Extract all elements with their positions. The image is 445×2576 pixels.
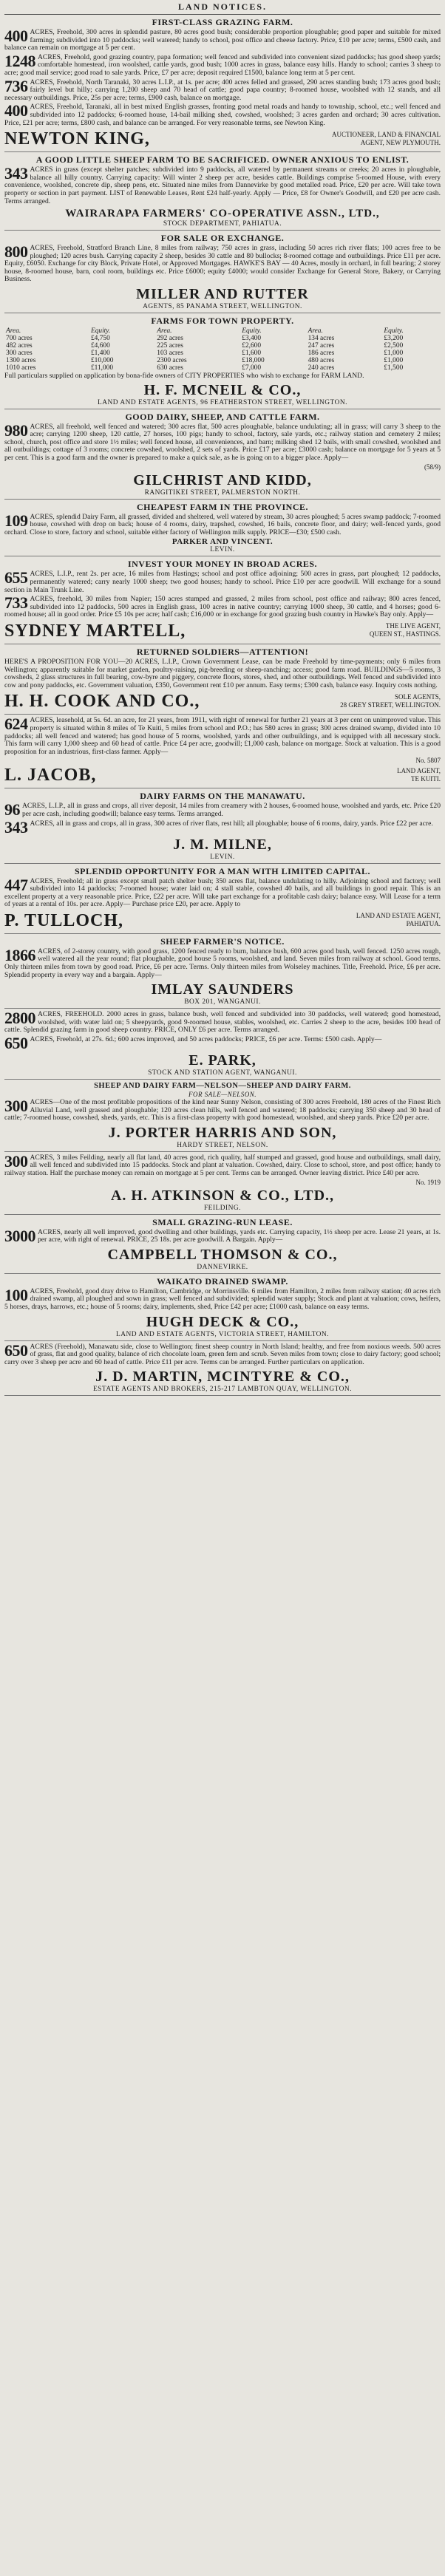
ad-small-grazing-run (4, 1215, 441, 1274)
table-cell: £4,750 (90, 335, 110, 343)
ad-text: ACRES, Freehold, Taranaki, all in best mixed English grasses, fronting good metal roads and handy to township, school, etc.; well fenced and subdivided into 12 paddocks; 6-roomed house, 14-bail milking shed, cowshed, woolshed; 3 acres garden and orchard; 30 acres cultivation. Price, £21 per acre; terms, £800 cash, and balance can be arranged. For very reasonable terms, see Newton King. (4, 103, 441, 127)
agent-address (370, 622, 441, 638)
agent-name: H. H. COOK AND CO., (4, 692, 200, 712)
ad-manawatu-dairy (4, 788, 441, 863)
agent-address: AGENTS, 85 PANAMA STREET, WELLINGTON. (143, 303, 302, 311)
ad-reference: No. 1919 (415, 1178, 441, 1186)
agent-line: LAND AGENT, (397, 766, 441, 774)
ad-text: ACRES, freehold, 30 miles from Napier; 150 acres stumped and grassed, 2 miles from school, post office and railway; 800 acres fenced, subdivided into 12 paddocks, 500 acres in English grass, 100 acres in native country; carrying 1000 sheep, 30 cattle, and 4 horses; good 6-roomed house; all in good order. Price £5 10s per acre; half cash; £16,000 or in exchange for good grazing bush country in Hawke's Bay only. Apply— (4, 595, 441, 619)
ad-body (4, 76, 441, 103)
acreage: 96 (4, 800, 20, 820)
ad-body (4, 29, 441, 52)
ad-text: ACRES, nearly all well improved, good dwelling and other buildings, yards etc. Carrying capacity, 1½ sheep per acre. Lease 21 years, at 1s. per acre, with right of renewal. PRICE, 25 18s. per acre goodwill. A Bargain. Apply— (38, 1227, 441, 1244)
ad-body (4, 875, 441, 909)
agent-name: WAIRARAPA FARMERS' CO-OPERATIVE ASSN., LTD., (65, 208, 380, 220)
agent-address (397, 767, 441, 783)
table-cell: £3,200 (384, 335, 404, 343)
ad-heading: CHEAPEST FARM IN THE PROVINCE. (136, 501, 309, 512)
agent-address: LEVIN. (210, 546, 235, 554)
masthead: LAND NOTICES. (4, 0, 441, 15)
ad-text: ACRES, Freehold; all in grass except small patch shelter bush; 350 acres flat, balance undulating to hilly. Adjoining school and factory; well subdivided into 14 paddocks; 7-roomed house; water laid on; 4 stall stable, cowshed 40 bails, and all buildings in good repair. This is an excellent property at a very reasonable price. Price, £22 per acre. Will take part exchange for a profitable cash dairy; balance easy. Will Lease for a term of years at a rental of 10s. per acre. Apply— Purchase price £20, per acre. Apply to (4, 876, 441, 909)
ad-heading: GOOD DAIRY, SHEEP, AND CATTLE FARM. (125, 411, 320, 422)
acreage: 650 (4, 1034, 28, 1053)
acreage: 736 (4, 76, 28, 95)
table-row (4, 342, 441, 350)
ad-text: ACRES—One of the most profitable propositions of the kind near Sunny Nelson, consisting of 300 acres Freehold, 180 acres of the Finest Rich Alluvial Land, well grassed and ploughable; 120 acres clean hills, well fenced and watered; 18 paddocks; carrying 350 sheep and 30 head of cattle; 7-roomed house, cowshed, sheds, yards, etc. This is a first-class property with good homestead, woolshed, and sheep yards. Price £20 per acre. (4, 1098, 441, 1122)
acreage: 300 (4, 1151, 28, 1171)
ad-heading: SMALL GRAZING-RUN LEASE. (152, 1216, 293, 1227)
agent-line: QUEEN ST., HASTINGS. (369, 630, 441, 638)
ad-body (4, 420, 441, 463)
ad-nelson-sheep-dairy (4, 1080, 441, 1152)
acreage: 109 (4, 511, 28, 530)
acreage: 400 (4, 101, 28, 120)
agent-name: J. D. MARTIN, MCINTYRE & CO., (95, 1369, 350, 1386)
ad-body (4, 1011, 441, 1035)
agent-name: HUGH DECK & CO., (146, 1313, 299, 1330)
ad-heading: INVEST YOUR MONEY IN BROAD ACRES. (127, 559, 318, 570)
acreage: 447 (4, 875, 28, 894)
agent-name: J. PORTER HARRIS AND SON, (108, 1124, 337, 1141)
agent-address: BOX 201, WANGANUI. (184, 998, 261, 1006)
acreage: 655 (4, 568, 28, 587)
ad-sheep-farmers-notice (4, 934, 441, 1009)
ad-body (4, 1285, 441, 1312)
agent-name: MILLER AND RUTTER (136, 286, 309, 303)
ad-reference: No. 5807 (415, 757, 441, 765)
agent-address: LEVIN. (210, 853, 235, 861)
ad-body (4, 103, 441, 127)
table-cell: £4,600 (90, 342, 110, 350)
agent-signature (4, 910, 441, 931)
table-cell: £3,400 (242, 335, 262, 343)
ad-text: ACRES, of 2-storey country, with good grass, 1200 fenced ready to burn, balance bush, 600 acres good bush, well fenced. 1250 acres rough, well watered all the year round; flat ploughable, good house 5 rooms, woolshed, and land. Seven miles from railway at school. Good terms. Only thirteen miles from town by good road. Price, £6 per acre. Terms. Only thirteen miles from Wolseley machines. Title, Freehold. Price, £6 per acre. Splendid property in every way and a bargain. Apply— (4, 947, 441, 979)
table-cell: 186 acres (308, 350, 335, 358)
table-row (4, 335, 441, 342)
ad-text: ACRES, Freehold, 300 acres in splendid pasture, 80 acres good bush; considerable proportion ploughable; good paper and suitable for mixed farming; subdivided into 10 paddocks; well watered; handy to school, post office and cheese factory. Price, £10 per acre; terms, £500 cash, and balance can remain on mortgage at 5 per cent. (4, 28, 441, 52)
ad-body (4, 511, 441, 537)
ad-body (4, 1340, 441, 1367)
table-cell: £7,000 (242, 364, 262, 372)
table-cell: £18,000 (242, 357, 265, 365)
agent-line: AGENT, NEW PLYMOUTH. (360, 138, 441, 146)
ad-heading: SPLENDID OPPORTUNITY FOR A MAN WITH LIMITED CAPITAL. (74, 865, 371, 876)
table-cell: £2,500 (384, 342, 404, 350)
ad-heading: A GOOD LITTLE SHEEP FARM TO BE SACRIFICED. OWNER ANXIOUS TO ENLIST. (35, 154, 410, 166)
column-header: Equity. (242, 327, 262, 335)
ad-text: ACRES, Freehold, North Taranaki, 30 acres L.I.P., at 1s. per acre; 400 acres felled and grassed, 290 acres standing bush; 173 acres good bush; fairly level but hilly; carrying 1,200 sheep and 70 head of cattle; good papa country; 8-roomed house, woolshed with 12 stands, and all necessary outbuildings. Price, 25s per acre; terms, £900 cash, balance on mortgage. (4, 78, 441, 102)
agent-address: RANGITIKEI STREET, PALMERSTON NORTH. (144, 488, 301, 497)
ad-limited-capital (4, 864, 441, 934)
ad-subheading: FOR SALE—NELSON. (188, 1091, 257, 1099)
ad-body (4, 800, 441, 820)
agent-line: AUCTIONEER, LAND & FINANCIAL (332, 130, 441, 138)
ad-text: ACRES, Freehold, good grazing country, papa formation; well fenced and subdivided into convenient sized paddocks; has good sheep yards; comfortable homestead, iron woolshed, cattle yards, good bush; 1000 acres in grass, balance easy hills. Handy to school; carries 3 sheep to acre; good mail service; good road to sale yards. Price, £7 per acre; deposit required £1500, balance long term at 5 per cent. (4, 52, 441, 77)
ad-heading: FOR SALE OR EXCHANGE. (160, 233, 285, 244)
agent-name: PARKER AND VINCENT. (171, 537, 274, 547)
agent-address: HARDY STREET, NELSON. (177, 1141, 268, 1149)
table-cell: 482 acres (6, 342, 33, 350)
table-cell: £10,000 (90, 357, 114, 365)
agent-address: STOCK AND STATION AGENT, WANGANUI. (148, 1069, 297, 1077)
agent-name: A. H. ATKINSON & CO., LTD., (110, 1187, 335, 1204)
ad-heading: RETURNED SOLDIERS—ATTENTION! (136, 646, 309, 657)
agent-address: ESTATE AGENTS AND BROKERS, 215-217 LAMBTON QUAY, WELLINGTON. (92, 1386, 353, 1394)
table-cell: 630 acres (157, 364, 183, 372)
agent-name: CAMPBELL THOMSON & CO., (107, 1246, 338, 1263)
table-cell: £1,000 (384, 350, 404, 358)
ad-heading: DAIRY FARMS ON THE MANAWATU. (140, 791, 305, 802)
table-cell: 2300 acres (157, 357, 187, 365)
table-row (4, 357, 441, 364)
ad-text: ACRES, L.I.P., rent 2s. per acre, 16 miles from Hastings; school and post office adjoining; 500 acres in grass, part ploughed; 12 paddocks, permanently watered; carry nearly 1000 sheep; two good houses; handy to school. Price £10 per acre goodwill. Will exchange for a sound section in Main Trunk Line. (4, 570, 441, 594)
acreage: 343 (4, 164, 28, 183)
table-cell: £2,600 (242, 342, 262, 350)
agent-line: PAHIATUA. (406, 920, 441, 928)
table-cell: £11,000 (90, 364, 114, 372)
ad-cheapest-farm (4, 500, 441, 557)
ad-sheep-farm-sacrifice (4, 152, 441, 231)
agent-name: E. PARK, (188, 1052, 257, 1069)
ad-text: ACRES, leasehold, at 5s. 6d. an acre, for 21 years, from 1911, with right of renewal for further 21 years at 3 per cent on unimproved value. This property is situated within 8 miles of Te Kuiti, 5 miles from school and P.O.; has 580 acres in grass; 300 acres drained swamp, divided into 10 paddocks; all well fenced and watered; has good house of 5 rooms, woolshed, yards and other outbuildings, and is equipped with all necessary stock. This farm will carry 1,000 sheep and 60 head of cattle. Price £4 per acre, goodwill; £1,000 cash, balance on mortgage. Stock at valuation. This is a good proposition for an industrious, first-class farmer. Apply— (4, 716, 441, 756)
ad-text: ACRES, Freehold, Stratford Branch Line, 8 miles from railway; 750 acres in grass, including 50 acres rich river flats; 100 acres free to be ploughed; 120 acres bush. Carrying capacity 2 sheep, besides 30 cattle and 80 bullocks; 8-roomed cottage and outbuildings. Price £11 per acre. Equity, £6050. Exchange for city Block, Private Hotel, or Approved Mortgages. HAWKE'S BAY — 40 Acres, mostly in orchard, in full bearing; 2 storey house, 8-roomed house, barn, cool room, buildings etc. Price £6000; equity £4000; would consider Exchange for General Store, Bakery, or Carrying Business. (4, 244, 441, 284)
ad-body (4, 945, 441, 979)
agent-name: GILCHRIST AND KIDD, (133, 471, 312, 488)
equity-table (4, 327, 441, 372)
agent-address (356, 912, 441, 928)
ad-text: ACRES, 3 miles Feilding, nearly all flat land, 40 acres good, rich quality, half stumped and grassed, good house and outbuildings, small dairy, all well fenced and subdivided into 15 paddocks. Stock and plant at valuation. Cowshed, dairy. Close to school, store, and post office; handy to railway station. Half the purchase money can remain on mortgage at 5 per cent. Terms can be arranged. Owner leaving district. Price £40 per acre. (4, 1153, 441, 1177)
ad-body (4, 51, 441, 78)
acreage: 1866 (4, 945, 35, 964)
acreage: 400 (4, 27, 28, 45)
ad-good-dairy-farm (4, 409, 441, 500)
ad-feilding-300 (4, 1152, 441, 1215)
acreage: 980 (4, 420, 28, 440)
column-header: Equity. (384, 327, 404, 335)
agent-signature (4, 128, 441, 149)
ad-text: ACRES, all in grass and crops, all in grass, 300 acres of river flats, rest hill; all ploughable; house of 6 rooms, dairy, yards. Price £22 per acre. (30, 819, 433, 828)
agent-line: SOLE AGENTS, (394, 692, 441, 701)
acreage: 300 (4, 1097, 28, 1116)
ad-text: ACRES, L.I.P., all in grass and crops, all river deposit, 14 miles from creamery with 2 houses, 6-roomed house, woolshed and yards, etc. Price £20 per acre cash, including goodwill; balance easy terms. Terms arranged. (22, 802, 441, 818)
table-cell: 225 acres (157, 342, 183, 350)
ad-body (4, 166, 441, 205)
ad-freehold-2800 (4, 1009, 441, 1080)
agent-address: LAND AND ESTATE AGENTS, 96 FEATHERSTON STREET, WELLINGTON. (98, 398, 347, 406)
table-header-row (4, 327, 441, 335)
ad-invest-broad-acres (4, 556, 441, 644)
table-cell: 247 acres (308, 342, 335, 350)
agent-name: L. JACOB, (4, 766, 97, 786)
table-cell: 700 acres (6, 335, 33, 343)
agent-address (340, 693, 441, 709)
acreage: 800 (4, 242, 28, 262)
table-cell: 103 acres (157, 350, 183, 358)
ad-heading: WAIKATO DRAINED SWAMP. (157, 1275, 288, 1287)
ad-sale-or-exchange (4, 231, 441, 313)
ad-body (4, 717, 441, 756)
ad-body (4, 1034, 441, 1053)
agent-name: IMLAY SAUNDERS (151, 981, 294, 998)
agent-line: LAND AND ESTATE AGENT, (356, 912, 441, 920)
agent-address: LAND AND ESTATE AGENTS, VICTORIA STREET, HAMILTON. (115, 1330, 330, 1338)
acreage: 1248 (4, 51, 35, 70)
ad-text: ACRES, all freehold, well fenced and watered; 300 acres flat, 500 acres ploughable, balance undulating; all in grass; will carry 3 sheep to the acre; carrying 1200 sheep, 120 cattle, 27 horses, 100 pigs; handy to school, factory, sale yards, etc.; railway station and cemetery 2 miles; school, church, post office and store 1½ miles; well fenced house, all conveniences, and barn; milking shed 12 bails, with small cowshed, woolshed and all outbuildings; cottage of 3 rooms; concrete cowshed, woolshed, 2 sets of yards. Price £17 per acre; £3000 cash; balance on mortgage for 5 years at 5 per cent. This is a good farm and the owner is prepared to make a quick sale, as he is going on to a bigger place. Apply— (4, 422, 441, 463)
column-header: Area. (157, 327, 172, 335)
table-cell: £1,500 (384, 364, 404, 372)
table-cell: £1,400 (90, 350, 110, 358)
ad-heading: SHEEP AND DAIRY FARM—NELSON—SHEEP AND DAIRY FARM. (94, 1082, 351, 1091)
ad-text: ACRES in grass (except shelter patches; subdivided into 9 paddocks, all watered by permanent streams or creeks; 20 acres in ploughable, balance all hilly country. Carrying capacity: Will winter 2 sheep per acre, besides cattle. Buildings comprise 5-roomed House, with every convenience, woolshed, concrete dip, sheep pens, etc. Situated nine miles from Dannevirke by good metalled road. Price, £20 per acre. Will take town property or section in part payment. LIST of Renewable Leases, Rent £24 half-yearly. Apply — Price, £8 for Owner's Goodwill, and £20 per acre cash. Terms arranged. (4, 166, 441, 205)
table-cell: 300 acres (6, 350, 33, 358)
table-cell: £1,600 (242, 350, 262, 358)
ad-text: ACRES, splendid Dairy Farm, all grassed, divided and sheltered, well watered by stream, 30 acres ploughed; 5 acres swamp paddock; 7-roomed house, cowshed with drop on back; house of 4 rooms, dairy, trapshed, cowshed, 16 bails, concrete floor, and dairy; well-fenced yards, good orchard. Close to store, factory and school, suitable either factory of Wellington milk supply. PRICE—£30; £500 cash. (4, 512, 441, 536)
table-cell: 1010 acres (6, 364, 36, 372)
ad-text: ACRES, Freehold, at 27s. 6d.; 600 acres improved, and 50 acres paddocks; PRICE, £6 per acre. Terms: £500 cash. Apply— (30, 1035, 382, 1044)
ad-waikato-swamp (4, 1274, 441, 1341)
ad-manawatu-650 (4, 1341, 441, 1397)
ad-body (4, 570, 441, 594)
ad-text: ACRES, Freehold, good dray drive to Hamilton, Cambridge, or Morrinsville. 6 miles from Hamilton, 2 miles from railway station; 40 acres rich drained swamp, all ploughed and sown in grass; well fenced and subdivided; splendid water supply; Stock and plant at valuation; cows, heifers, 5 horses, drays, harrows, etc.; house of 5 rooms; dairy, implements, shed, Price £42 per acre; £1000 cash, balance on easy terms. (4, 1287, 441, 1311)
acreage: 650 (4, 1340, 28, 1360)
table-cell: 134 acres (308, 335, 335, 343)
agent-signature (4, 620, 441, 641)
agent-name: P. TULLOCH, (4, 910, 124, 930)
acreage: 3000 (4, 1226, 35, 1245)
table-cell: 480 acres (308, 357, 335, 365)
ad-body (4, 817, 441, 836)
agent-name: J. M. MILNE, (173, 836, 272, 853)
ad-text: HERE'S A PROPOSITION FOR YOU—20 ACRES, L.I.P., Crown Government Lease, can be made Freehold by time-payments; only 6 miles from Wellington; apparently suitable for market garden, poultry-raising, pig-breeding or sheep-ranching; access; good farm road. BUILDINGS—5 rooms, 3 cowsheds, 2 glass structures in full bearing, cow-byre and piggery, concrete floors, stores, shed, and other outbuildings. Well fenced and subdivided into cow and pony paddocks, etc. Government valuation, £350, Government rent £10 per annum. Easy terms; £300 cash, balance easy. Inquiry costs nothing. (4, 657, 441, 689)
ad-heading: FIRST-CLASS GRAZING FARM. (152, 17, 293, 27)
column-header: Area. (308, 327, 323, 335)
acreage: 733 (4, 593, 28, 613)
table-row (4, 350, 441, 357)
ad-leasehold-te-kuiti (4, 715, 441, 788)
agent-signature (4, 764, 441, 786)
ad-text: ACRES (Freehold), Manawatu side, close to Wellington; finest sheep country in North Island; healthy, and free from noxious weeds. 500 acres of grass, flat and good quality, balance of rich chocolate loam, green fern and scrub. Seven miles from town; close to dairy factory; good school; carry over 3 sheep per acre and 60 head of cattle. Price £11 per acre. Terms can be arranged. Further particulars on application. (4, 1342, 441, 1366)
agent-address: STOCK DEPARTMENT, PAHIATUA. (163, 220, 282, 228)
acreage: 624 (4, 715, 28, 734)
column-header: Equity. (90, 327, 111, 335)
ad-returned-soldiers (4, 644, 441, 715)
ad-heading: FARMS FOR TOWN PROPERTY. (151, 316, 294, 327)
agent-address: DANNEVIRKE. (197, 1263, 248, 1271)
agent-line: TE KUITI. (411, 774, 441, 783)
column-header: Area. (6, 327, 21, 335)
ad-body (4, 593, 441, 619)
ad-body (4, 1099, 441, 1122)
agent-line: THE LIVE AGENT, (385, 622, 441, 630)
ad-body (4, 242, 441, 284)
ad-text: Full particulars supplied on application by bona-fide owners of CITY PROPERTIES who wish to exchange for FARM LAND. (4, 372, 364, 381)
table-cell: 1300 acres (6, 357, 36, 365)
agent-name: NEWTON KING, (4, 129, 150, 149)
agent-name: SYDNEY MARTELL, (4, 621, 186, 641)
agent-address (332, 131, 441, 147)
acreage: 100 (4, 1285, 28, 1304)
agent-line: 28 GREY STREET, WELLINGTON. (340, 701, 441, 709)
agent-signature (4, 690, 441, 712)
acreage: 2800 (4, 1009, 35, 1028)
acreage: 343 (4, 817, 28, 836)
ad-text: ACRES, FREEHOLD. 2000 acres in grass, balance bush, well fenced and subdivided into 30 paddocks, well watered; good homestead, woolshed, with water laid on; 5 sheepyards, good 9-roomed house, stables, woolshed, etc. Carries 2 sheep to the acre, besides 100 head of cattle. Splendid grazing farm in good sheep country. PRICE, ONLY £6 per acre. Terms arranged. (4, 1010, 441, 1035)
ad-body (4, 1151, 441, 1178)
agent-address: FEILDING. (203, 1204, 242, 1212)
agent-name: H. F. MCNEIL & CO., (143, 381, 302, 398)
table-cell: £1,000 (384, 357, 404, 365)
ad-reference: (58/9) (424, 463, 441, 471)
ad-farms-for-town-property (4, 313, 441, 409)
table-cell: 292 acres (157, 335, 183, 343)
ad-heading: SHEEP FARMER'S NOTICE. (160, 936, 285, 947)
ad-body (4, 1226, 441, 1245)
ad-first-class-grazing (4, 15, 441, 152)
table-cell: 240 acres (308, 364, 335, 372)
table-row (4, 364, 441, 372)
